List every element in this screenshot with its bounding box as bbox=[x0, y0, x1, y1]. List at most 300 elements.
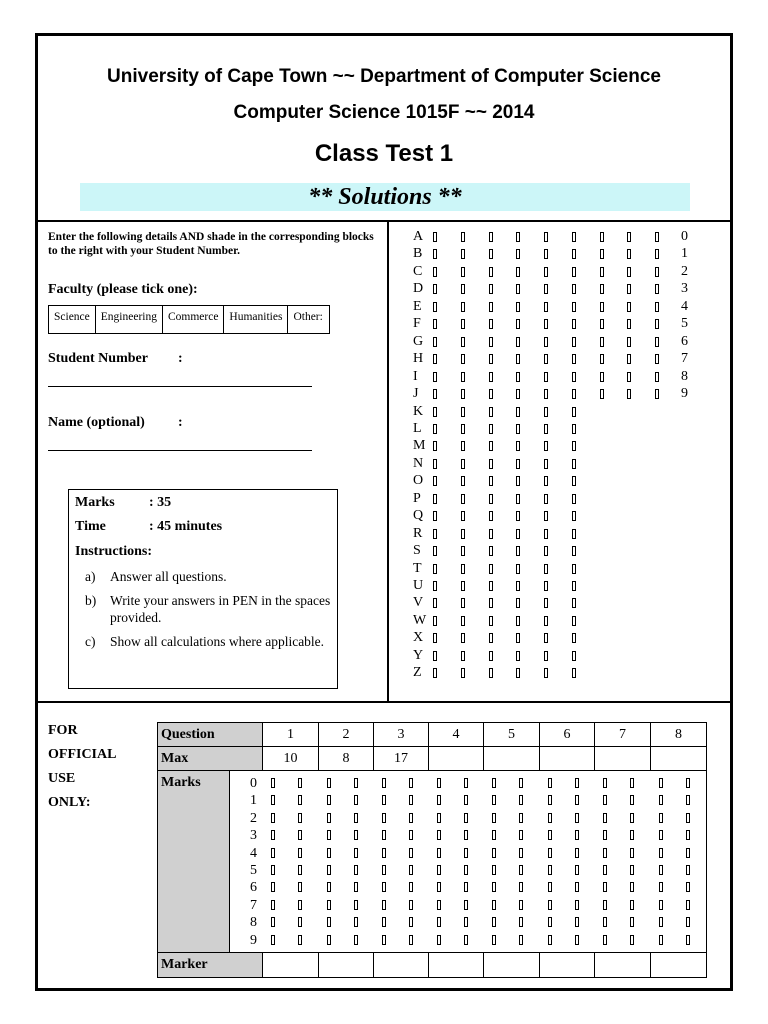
bubble-box[interactable] bbox=[544, 354, 548, 364]
mark-bubble-box[interactable] bbox=[409, 813, 413, 823]
faculty-other[interactable]: Other: bbox=[288, 306, 329, 334]
mark-bubble-box[interactable] bbox=[603, 900, 607, 910]
bubble-box[interactable] bbox=[544, 529, 548, 539]
mark-bubble-box[interactable] bbox=[354, 795, 358, 805]
mark-bubble-box[interactable] bbox=[548, 795, 552, 805]
mark-bubble-box[interactable] bbox=[603, 813, 607, 823]
bubble-box[interactable] bbox=[572, 372, 576, 382]
mark-bubble-box[interactable] bbox=[271, 795, 275, 805]
mark-bubble-box[interactable] bbox=[437, 795, 441, 805]
bubble-box[interactable] bbox=[516, 616, 520, 626]
bubble-box[interactable] bbox=[572, 511, 576, 521]
mark-bubble-box[interactable] bbox=[327, 778, 331, 788]
bubble-box[interactable] bbox=[516, 511, 520, 521]
marker-cell[interactable] bbox=[263, 953, 319, 977]
bubble-box[interactable] bbox=[489, 564, 493, 574]
bubble-box[interactable] bbox=[433, 424, 437, 434]
bubble-box[interactable] bbox=[461, 459, 465, 469]
bubble-box[interactable] bbox=[600, 319, 604, 329]
bubble-box[interactable] bbox=[600, 389, 604, 399]
bubble-box[interactable] bbox=[544, 302, 548, 312]
mark-bubble-box[interactable] bbox=[298, 795, 302, 805]
bubble-box[interactable] bbox=[572, 389, 576, 399]
mark-bubble-box[interactable] bbox=[630, 813, 634, 823]
bubble-box[interactable] bbox=[544, 337, 548, 347]
bubble-box[interactable] bbox=[572, 633, 576, 643]
bubble-box[interactable] bbox=[489, 616, 493, 626]
mark-bubble-box[interactable] bbox=[382, 917, 386, 927]
bubble-box[interactable] bbox=[600, 302, 604, 312]
mark-bubble-box[interactable] bbox=[437, 882, 441, 892]
bubble-box[interactable] bbox=[516, 441, 520, 451]
mark-bubble-box[interactable] bbox=[630, 778, 634, 788]
bubble-box[interactable] bbox=[655, 267, 659, 277]
bubble-box[interactable] bbox=[461, 389, 465, 399]
mark-bubble-box[interactable] bbox=[298, 813, 302, 823]
mark-bubble-box[interactable] bbox=[686, 830, 690, 840]
mark-bubble-box[interactable] bbox=[492, 848, 496, 858]
mark-bubble-box[interactable] bbox=[409, 865, 413, 875]
bubble-box[interactable] bbox=[461, 511, 465, 521]
mark-bubble-box[interactable] bbox=[519, 813, 523, 823]
mark-bubble-box[interactable] bbox=[575, 917, 579, 927]
bubble-box[interactable] bbox=[572, 354, 576, 364]
bubble-box[interactable] bbox=[544, 616, 548, 626]
mark-bubble-box[interactable] bbox=[519, 900, 523, 910]
mark-bubble-box[interactable] bbox=[464, 935, 468, 945]
bubble-box[interactable] bbox=[489, 232, 493, 242]
bubble-box[interactable] bbox=[461, 407, 465, 417]
bubble-box[interactable] bbox=[461, 337, 465, 347]
bubble-box[interactable] bbox=[516, 284, 520, 294]
bubble-box[interactable] bbox=[516, 302, 520, 312]
bubble-box[interactable] bbox=[489, 529, 493, 539]
mark-bubble-box[interactable] bbox=[382, 900, 386, 910]
bubble-box[interactable] bbox=[572, 476, 576, 486]
mark-bubble-box[interactable] bbox=[437, 848, 441, 858]
bubble-box[interactable] bbox=[544, 511, 548, 521]
bubble-box[interactable] bbox=[544, 441, 548, 451]
bubble-box[interactable] bbox=[461, 249, 465, 259]
bubble-box[interactable] bbox=[489, 424, 493, 434]
bubble-box[interactable] bbox=[489, 319, 493, 329]
bubble-box[interactable] bbox=[572, 337, 576, 347]
mark-bubble-box[interactable] bbox=[382, 935, 386, 945]
bubble-box[interactable] bbox=[489, 546, 493, 556]
bubble-box[interactable] bbox=[572, 407, 576, 417]
marker-cell[interactable] bbox=[651, 953, 706, 977]
mark-bubble-box[interactable] bbox=[464, 882, 468, 892]
mark-bubble-box[interactable] bbox=[659, 795, 663, 805]
mark-bubble-box[interactable] bbox=[603, 795, 607, 805]
bubble-box[interactable] bbox=[572, 529, 576, 539]
bubble-box[interactable] bbox=[544, 476, 548, 486]
bubble-box[interactable] bbox=[516, 319, 520, 329]
mark-bubble-box[interactable] bbox=[519, 882, 523, 892]
bubble-box[interactable] bbox=[544, 267, 548, 277]
mark-bubble-box[interactable] bbox=[548, 900, 552, 910]
bubble-box[interactable] bbox=[655, 302, 659, 312]
mark-bubble-box[interactable] bbox=[354, 848, 358, 858]
bubble-box[interactable] bbox=[516, 529, 520, 539]
bubble-box[interactable] bbox=[489, 511, 493, 521]
bubble-box[interactable] bbox=[544, 564, 548, 574]
mark-bubble-box[interactable] bbox=[686, 848, 690, 858]
bubble-box[interactable] bbox=[516, 372, 520, 382]
mark-bubble-box[interactable] bbox=[630, 935, 634, 945]
mark-bubble-box[interactable] bbox=[548, 778, 552, 788]
mark-bubble-box[interactable] bbox=[492, 935, 496, 945]
mark-bubble-box[interactable] bbox=[354, 778, 358, 788]
bubble-box[interactable] bbox=[544, 598, 548, 608]
mark-bubble-box[interactable] bbox=[659, 917, 663, 927]
mark-bubble-box[interactable] bbox=[409, 795, 413, 805]
bubble-box[interactable] bbox=[516, 354, 520, 364]
bubble-box[interactable] bbox=[489, 581, 493, 591]
mark-bubble-box[interactable] bbox=[630, 795, 634, 805]
mark-bubble-box[interactable] bbox=[382, 830, 386, 840]
mark-bubble-box[interactable] bbox=[519, 917, 523, 927]
bubble-box[interactable] bbox=[516, 424, 520, 434]
mark-bubble-box[interactable] bbox=[464, 848, 468, 858]
mark-bubble-box[interactable] bbox=[327, 848, 331, 858]
bubble-box[interactable] bbox=[655, 389, 659, 399]
bubble-box[interactable] bbox=[461, 651, 465, 661]
bubble-box[interactable] bbox=[461, 598, 465, 608]
mark-bubble-box[interactable] bbox=[354, 935, 358, 945]
bubble-box[interactable] bbox=[627, 389, 631, 399]
mark-bubble-box[interactable] bbox=[464, 813, 468, 823]
bubble-box[interactable] bbox=[433, 616, 437, 626]
bubble-box[interactable] bbox=[516, 581, 520, 591]
bubble-box[interactable] bbox=[489, 249, 493, 259]
mark-bubble-box[interactable] bbox=[437, 778, 441, 788]
mark-bubble-box[interactable] bbox=[686, 882, 690, 892]
mark-bubble-box[interactable] bbox=[354, 900, 358, 910]
mark-bubble-box[interactable] bbox=[464, 830, 468, 840]
bubble-box[interactable] bbox=[461, 581, 465, 591]
mark-bubble-box[interactable] bbox=[271, 865, 275, 875]
mark-bubble-box[interactable] bbox=[298, 935, 302, 945]
mark-bubble-box[interactable] bbox=[575, 778, 579, 788]
bubble-box[interactable] bbox=[544, 459, 548, 469]
mark-bubble-box[interactable] bbox=[686, 935, 690, 945]
bubble-box[interactable] bbox=[489, 284, 493, 294]
bubble-box[interactable] bbox=[433, 337, 437, 347]
bubble-box[interactable] bbox=[461, 616, 465, 626]
mark-bubble-box[interactable] bbox=[327, 900, 331, 910]
bubble-box[interactable] bbox=[461, 441, 465, 451]
bubble-box[interactable] bbox=[433, 633, 437, 643]
bubble-box[interactable] bbox=[572, 668, 576, 678]
bubble-box[interactable] bbox=[461, 668, 465, 678]
bubble-box[interactable] bbox=[516, 564, 520, 574]
mark-bubble-box[interactable] bbox=[548, 848, 552, 858]
bubble-box[interactable] bbox=[572, 441, 576, 451]
bubble-box[interactable] bbox=[544, 581, 548, 591]
bubble-box[interactable] bbox=[544, 372, 548, 382]
bubble-box[interactable] bbox=[489, 668, 493, 678]
mark-bubble-box[interactable] bbox=[382, 795, 386, 805]
mark-bubble-box[interactable] bbox=[519, 865, 523, 875]
bubble-box[interactable] bbox=[572, 424, 576, 434]
mark-bubble-box[interactable] bbox=[409, 935, 413, 945]
mark-bubble-box[interactable] bbox=[548, 865, 552, 875]
mark-bubble-box[interactable] bbox=[575, 813, 579, 823]
bubble-box[interactable] bbox=[433, 354, 437, 364]
mark-bubble-box[interactable] bbox=[409, 900, 413, 910]
bubble-box[interactable] bbox=[544, 319, 548, 329]
mark-bubble-box[interactable] bbox=[354, 830, 358, 840]
mark-bubble-box[interactable] bbox=[437, 865, 441, 875]
mark-bubble-box[interactable] bbox=[298, 900, 302, 910]
bubble-box[interactable] bbox=[461, 476, 465, 486]
bubble-box[interactable] bbox=[516, 494, 520, 504]
bubble-box[interactable] bbox=[600, 249, 604, 259]
mark-bubble-box[interactable] bbox=[575, 795, 579, 805]
name-field[interactable] bbox=[48, 439, 312, 451]
mark-bubble-box[interactable] bbox=[686, 778, 690, 788]
bubble-box[interactable] bbox=[572, 616, 576, 626]
mark-bubble-box[interactable] bbox=[437, 935, 441, 945]
mark-bubble-box[interactable] bbox=[686, 900, 690, 910]
bubble-box[interactable] bbox=[572, 319, 576, 329]
mark-bubble-box[interactable] bbox=[298, 830, 302, 840]
bubble-box[interactable] bbox=[544, 284, 548, 294]
bubble-box[interactable] bbox=[461, 232, 465, 242]
mark-bubble-box[interactable] bbox=[437, 900, 441, 910]
bubble-box[interactable] bbox=[489, 651, 493, 661]
bubble-box[interactable] bbox=[461, 529, 465, 539]
mark-bubble-box[interactable] bbox=[492, 865, 496, 875]
bubble-box[interactable] bbox=[489, 476, 493, 486]
mark-bubble-box[interactable] bbox=[464, 778, 468, 788]
bubble-box[interactable] bbox=[461, 267, 465, 277]
bubble-box[interactable] bbox=[461, 372, 465, 382]
bubble-box[interactable] bbox=[544, 424, 548, 434]
bubble-box[interactable] bbox=[433, 546, 437, 556]
mark-bubble-box[interactable] bbox=[437, 917, 441, 927]
mark-bubble-box[interactable] bbox=[492, 900, 496, 910]
mark-bubble-box[interactable] bbox=[409, 882, 413, 892]
mark-bubble-box[interactable] bbox=[409, 778, 413, 788]
mark-bubble-box[interactable] bbox=[603, 917, 607, 927]
mark-bubble-box[interactable] bbox=[659, 830, 663, 840]
bubble-box[interactable] bbox=[655, 337, 659, 347]
bubble-box[interactable] bbox=[627, 232, 631, 242]
mark-bubble-box[interactable] bbox=[492, 882, 496, 892]
bubble-box[interactable] bbox=[489, 267, 493, 277]
mark-bubble-box[interactable] bbox=[519, 848, 523, 858]
bubble-box[interactable] bbox=[627, 267, 631, 277]
mark-bubble-box[interactable] bbox=[575, 848, 579, 858]
marker-cell[interactable] bbox=[429, 953, 484, 977]
bubble-box[interactable] bbox=[516, 651, 520, 661]
bubble-box[interactable] bbox=[433, 232, 437, 242]
bubble-box[interactable] bbox=[600, 284, 604, 294]
bubble-box[interactable] bbox=[572, 302, 576, 312]
mark-bubble-box[interactable] bbox=[630, 882, 634, 892]
mark-bubble-box[interactable] bbox=[519, 795, 523, 805]
mark-bubble-box[interactable] bbox=[630, 917, 634, 927]
bubble-box[interactable] bbox=[433, 651, 437, 661]
bubble-box[interactable] bbox=[433, 302, 437, 312]
mark-bubble-box[interactable] bbox=[382, 882, 386, 892]
mark-bubble-box[interactable] bbox=[548, 935, 552, 945]
mark-bubble-box[interactable] bbox=[603, 865, 607, 875]
bubble-box[interactable] bbox=[544, 249, 548, 259]
marker-cell[interactable] bbox=[319, 953, 374, 977]
bubble-box[interactable] bbox=[655, 372, 659, 382]
bubble-box[interactable] bbox=[516, 249, 520, 259]
bubble-box[interactable] bbox=[461, 319, 465, 329]
bubble-box[interactable] bbox=[655, 354, 659, 364]
mark-bubble-box[interactable] bbox=[603, 778, 607, 788]
bubble-box[interactable] bbox=[544, 389, 548, 399]
bubble-box[interactable] bbox=[627, 354, 631, 364]
bubble-box[interactable] bbox=[433, 459, 437, 469]
mark-bubble-box[interactable] bbox=[492, 830, 496, 840]
bubble-box[interactable] bbox=[433, 668, 437, 678]
mark-bubble-box[interactable] bbox=[686, 795, 690, 805]
mark-bubble-box[interactable] bbox=[630, 865, 634, 875]
bubble-box[interactable] bbox=[544, 546, 548, 556]
bubble-box[interactable] bbox=[489, 459, 493, 469]
mark-bubble-box[interactable] bbox=[630, 830, 634, 840]
mark-bubble-box[interactable] bbox=[409, 848, 413, 858]
mark-bubble-box[interactable] bbox=[298, 865, 302, 875]
mark-bubble-box[interactable] bbox=[548, 830, 552, 840]
bubble-box[interactable] bbox=[627, 302, 631, 312]
bubble-box[interactable] bbox=[572, 232, 576, 242]
bubble-box[interactable] bbox=[516, 389, 520, 399]
bubble-box[interactable] bbox=[544, 651, 548, 661]
bubble-box[interactable] bbox=[433, 476, 437, 486]
bubble-box[interactable] bbox=[600, 232, 604, 242]
mark-bubble-box[interactable] bbox=[464, 900, 468, 910]
bubble-box[interactable] bbox=[655, 284, 659, 294]
faculty-commerce[interactable]: Commerce bbox=[162, 306, 223, 334]
bubble-box[interactable] bbox=[461, 546, 465, 556]
bubble-box[interactable] bbox=[600, 337, 604, 347]
mark-bubble-box[interactable] bbox=[409, 830, 413, 840]
bubble-box[interactable] bbox=[627, 319, 631, 329]
bubble-box[interactable] bbox=[572, 564, 576, 574]
mark-bubble-box[interactable] bbox=[327, 813, 331, 823]
bubble-box[interactable] bbox=[627, 284, 631, 294]
bubble-box[interactable] bbox=[572, 651, 576, 661]
bubble-box[interactable] bbox=[461, 354, 465, 364]
mark-bubble-box[interactable] bbox=[659, 882, 663, 892]
mark-bubble-box[interactable] bbox=[271, 830, 275, 840]
bubble-box[interactable] bbox=[572, 459, 576, 469]
mark-bubble-box[interactable] bbox=[659, 900, 663, 910]
bubble-box[interactable] bbox=[572, 581, 576, 591]
mark-bubble-box[interactable] bbox=[575, 900, 579, 910]
bubble-box[interactable] bbox=[627, 372, 631, 382]
bubble-box[interactable] bbox=[572, 284, 576, 294]
mark-bubble-box[interactable] bbox=[519, 778, 523, 788]
bubble-box[interactable] bbox=[433, 598, 437, 608]
mark-bubble-box[interactable] bbox=[298, 778, 302, 788]
bubble-box[interactable] bbox=[516, 668, 520, 678]
mark-bubble-box[interactable] bbox=[686, 865, 690, 875]
bubble-box[interactable] bbox=[433, 494, 437, 504]
mark-bubble-box[interactable] bbox=[271, 900, 275, 910]
mark-bubble-box[interactable] bbox=[630, 900, 634, 910]
mark-bubble-box[interactable] bbox=[271, 917, 275, 927]
bubble-box[interactable] bbox=[489, 633, 493, 643]
mark-bubble-box[interactable] bbox=[354, 813, 358, 823]
mark-bubble-box[interactable] bbox=[382, 865, 386, 875]
bubble-box[interactable] bbox=[572, 267, 576, 277]
bubble-box[interactable] bbox=[489, 494, 493, 504]
mark-bubble-box[interactable] bbox=[354, 882, 358, 892]
bubble-box[interactable] bbox=[600, 267, 604, 277]
mark-bubble-box[interactable] bbox=[271, 813, 275, 823]
mark-bubble-box[interactable] bbox=[492, 917, 496, 927]
faculty-science[interactable]: Science bbox=[49, 306, 96, 334]
bubble-box[interactable] bbox=[489, 389, 493, 399]
mark-bubble-box[interactable] bbox=[437, 830, 441, 840]
bubble-box[interactable] bbox=[600, 354, 604, 364]
mark-bubble-box[interactable] bbox=[548, 882, 552, 892]
bubble-box[interactable] bbox=[433, 319, 437, 329]
mark-bubble-box[interactable] bbox=[548, 813, 552, 823]
bubble-box[interactable] bbox=[489, 372, 493, 382]
mark-bubble-box[interactable] bbox=[327, 865, 331, 875]
bubble-box[interactable] bbox=[433, 389, 437, 399]
mark-bubble-box[interactable] bbox=[603, 882, 607, 892]
bubble-box[interactable] bbox=[461, 633, 465, 643]
bubble-box[interactable] bbox=[433, 529, 437, 539]
marker-cell[interactable] bbox=[540, 953, 595, 977]
mark-bubble-box[interactable] bbox=[659, 778, 663, 788]
mark-bubble-box[interactable] bbox=[686, 813, 690, 823]
bubble-box[interactable] bbox=[461, 494, 465, 504]
mark-bubble-box[interactable] bbox=[464, 795, 468, 805]
bubble-box[interactable] bbox=[433, 372, 437, 382]
bubble-box[interactable] bbox=[572, 598, 576, 608]
mark-bubble-box[interactable] bbox=[575, 865, 579, 875]
bubble-box[interactable] bbox=[433, 564, 437, 574]
mark-bubble-box[interactable] bbox=[354, 865, 358, 875]
mark-bubble-box[interactable] bbox=[659, 935, 663, 945]
mark-bubble-box[interactable] bbox=[492, 795, 496, 805]
bubble-box[interactable] bbox=[461, 284, 465, 294]
mark-bubble-box[interactable] bbox=[492, 778, 496, 788]
faculty-engineering[interactable]: Engineering bbox=[95, 306, 162, 334]
bubble-box[interactable] bbox=[627, 249, 631, 259]
bubble-box[interactable] bbox=[433, 511, 437, 521]
mark-bubble-box[interactable] bbox=[271, 848, 275, 858]
bubble-box[interactable] bbox=[461, 564, 465, 574]
bubble-box[interactable] bbox=[489, 407, 493, 417]
bubble-box[interactable] bbox=[516, 598, 520, 608]
mark-bubble-box[interactable] bbox=[464, 865, 468, 875]
mark-bubble-box[interactable] bbox=[686, 917, 690, 927]
mark-bubble-box[interactable] bbox=[603, 935, 607, 945]
bubble-box[interactable] bbox=[516, 337, 520, 347]
bubble-box[interactable] bbox=[433, 581, 437, 591]
mark-bubble-box[interactable] bbox=[575, 882, 579, 892]
bubble-box[interactable] bbox=[516, 232, 520, 242]
bubble-box[interactable] bbox=[433, 407, 437, 417]
bubble-box[interactable] bbox=[489, 354, 493, 364]
bubble-box[interactable] bbox=[489, 337, 493, 347]
mark-bubble-box[interactable] bbox=[354, 917, 358, 927]
marker-cell[interactable] bbox=[484, 953, 540, 977]
